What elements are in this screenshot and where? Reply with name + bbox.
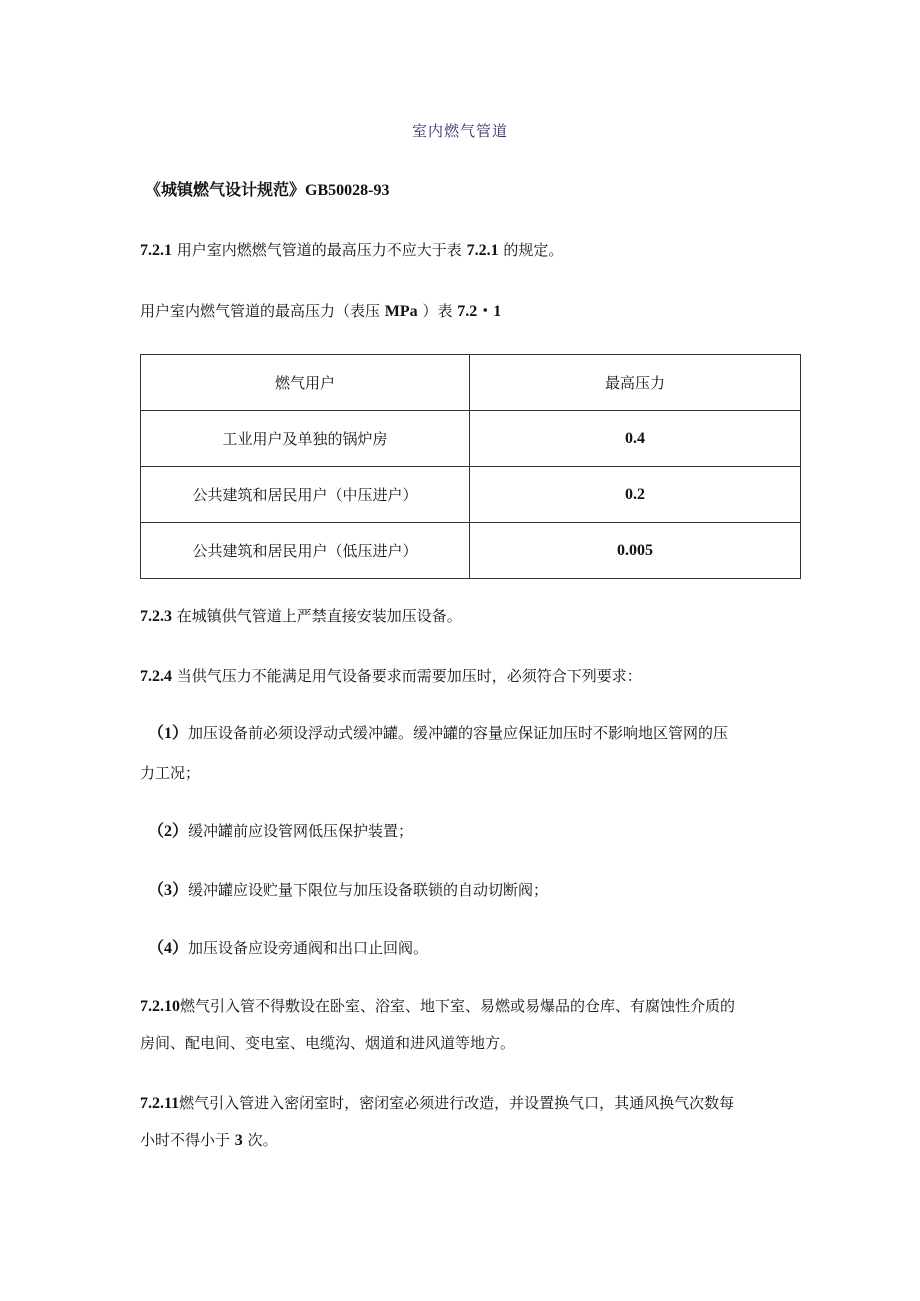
clause-text: 燃气引入管进入密闭室时，密闭室必须进行改造，并设置换气口，其通风换气次数每 [179, 1094, 735, 1112]
clause-number: 7.2.11 [140, 1095, 180, 1112]
item-text: 缓冲罐应设贮量下限位与加压设备联锁的自动切断阀； [188, 881, 549, 899]
clause-text: 在城镇供气管道上严禁直接安装加压设备。 [176, 607, 462, 625]
header-pressure: 最高压力 [470, 355, 801, 411]
caption-table-number: 7.2・1 [457, 303, 502, 320]
clause-text: 用户室内燃燃气管道的最高压力不应大于表 [176, 241, 462, 259]
caption-text: 用户室内燃气管道的最高压力（表压 [140, 302, 381, 320]
clause-text-end: 次。 [247, 1131, 278, 1149]
list-item-4 [148, 932, 818, 965]
cell-pressure: 0.4 [470, 411, 801, 467]
clause-7-2-10 [140, 990, 810, 1023]
table-reference: 7.2.1 [466, 242, 499, 259]
table-row [141, 467, 801, 523]
cell-pressure: 0.005 [470, 523, 801, 579]
item-text: 缓冲罐前应设管网低压保护装置； [188, 822, 414, 840]
cell-pressure: 0.2 [470, 467, 801, 523]
pressure-table [140, 354, 801, 579]
clause-text-continued: 小时不得小于 [140, 1131, 231, 1149]
header-user: 燃气用户 [141, 355, 470, 411]
clause-text-end: 的规定。 [503, 241, 564, 259]
air-change-count: 3 [234, 1132, 243, 1149]
cell-user: 公共建筑和居民用户（中压进户） [141, 467, 470, 523]
clause-number: 7.2.1 [140, 242, 172, 259]
caption-unit: MPa [384, 303, 418, 320]
item-text: 加压设备应设旁通阀和出口止回阀。 [188, 939, 429, 957]
list-item-2 [148, 815, 818, 848]
clause-7-2-3 [140, 600, 810, 633]
clause-7-2-11 [140, 1087, 810, 1120]
reference-text: 《城镇燃气设计规范》GB50028-93 [145, 182, 390, 199]
clause-number: 7.2.10 [140, 998, 180, 1015]
clause-text: 燃气引入管不得敷设在卧室、浴室、地下室、易燃或易爆品的仓库、有腐蚀性介质的 [180, 997, 736, 1015]
clause-number: 7.2.3 [140, 608, 172, 625]
cell-user: 工业用户及单独的锅炉房 [141, 411, 470, 467]
table-caption [140, 295, 810, 328]
item-number: （2） [148, 823, 189, 840]
item-text-continued: 力工况； [140, 764, 201, 782]
list-item-3 [148, 874, 818, 907]
clause-7-2-11-continued [140, 1124, 810, 1157]
item-number: （3） [148, 882, 189, 899]
table-row [141, 523, 801, 579]
clause-7-2-10-continued [140, 1027, 810, 1059]
item-number: （1） [148, 725, 189, 742]
clause-text-continued: 房间、配电间、变电室、电缆沟、烟道和进风道等地方。 [140, 1034, 516, 1052]
table-header-row [141, 355, 801, 411]
clause-7-2-4 [140, 660, 810, 693]
list-item-1 [148, 717, 818, 750]
clause-7-2-1 [140, 234, 810, 267]
cell-user: 公共建筑和居民用户（低压进户） [141, 523, 470, 579]
list-item-1-continued [140, 757, 810, 789]
item-number: （4） [148, 940, 189, 957]
caption-text-2: ）表 [422, 302, 453, 320]
clause-number: 7.2.4 [140, 668, 172, 685]
clause-text: 当供气压力不能满足用气设备要求而需要加压时，必须符合下列要求： [176, 667, 642, 685]
item-text: 加压设备前必须设浮动式缓冲罐。缓冲罐的容量应保证加压时不影响地区管网的压 [188, 724, 729, 742]
standard-reference [145, 174, 815, 207]
table-row [141, 411, 801, 467]
page-title: 室内燃气管道 [411, 122, 508, 140]
